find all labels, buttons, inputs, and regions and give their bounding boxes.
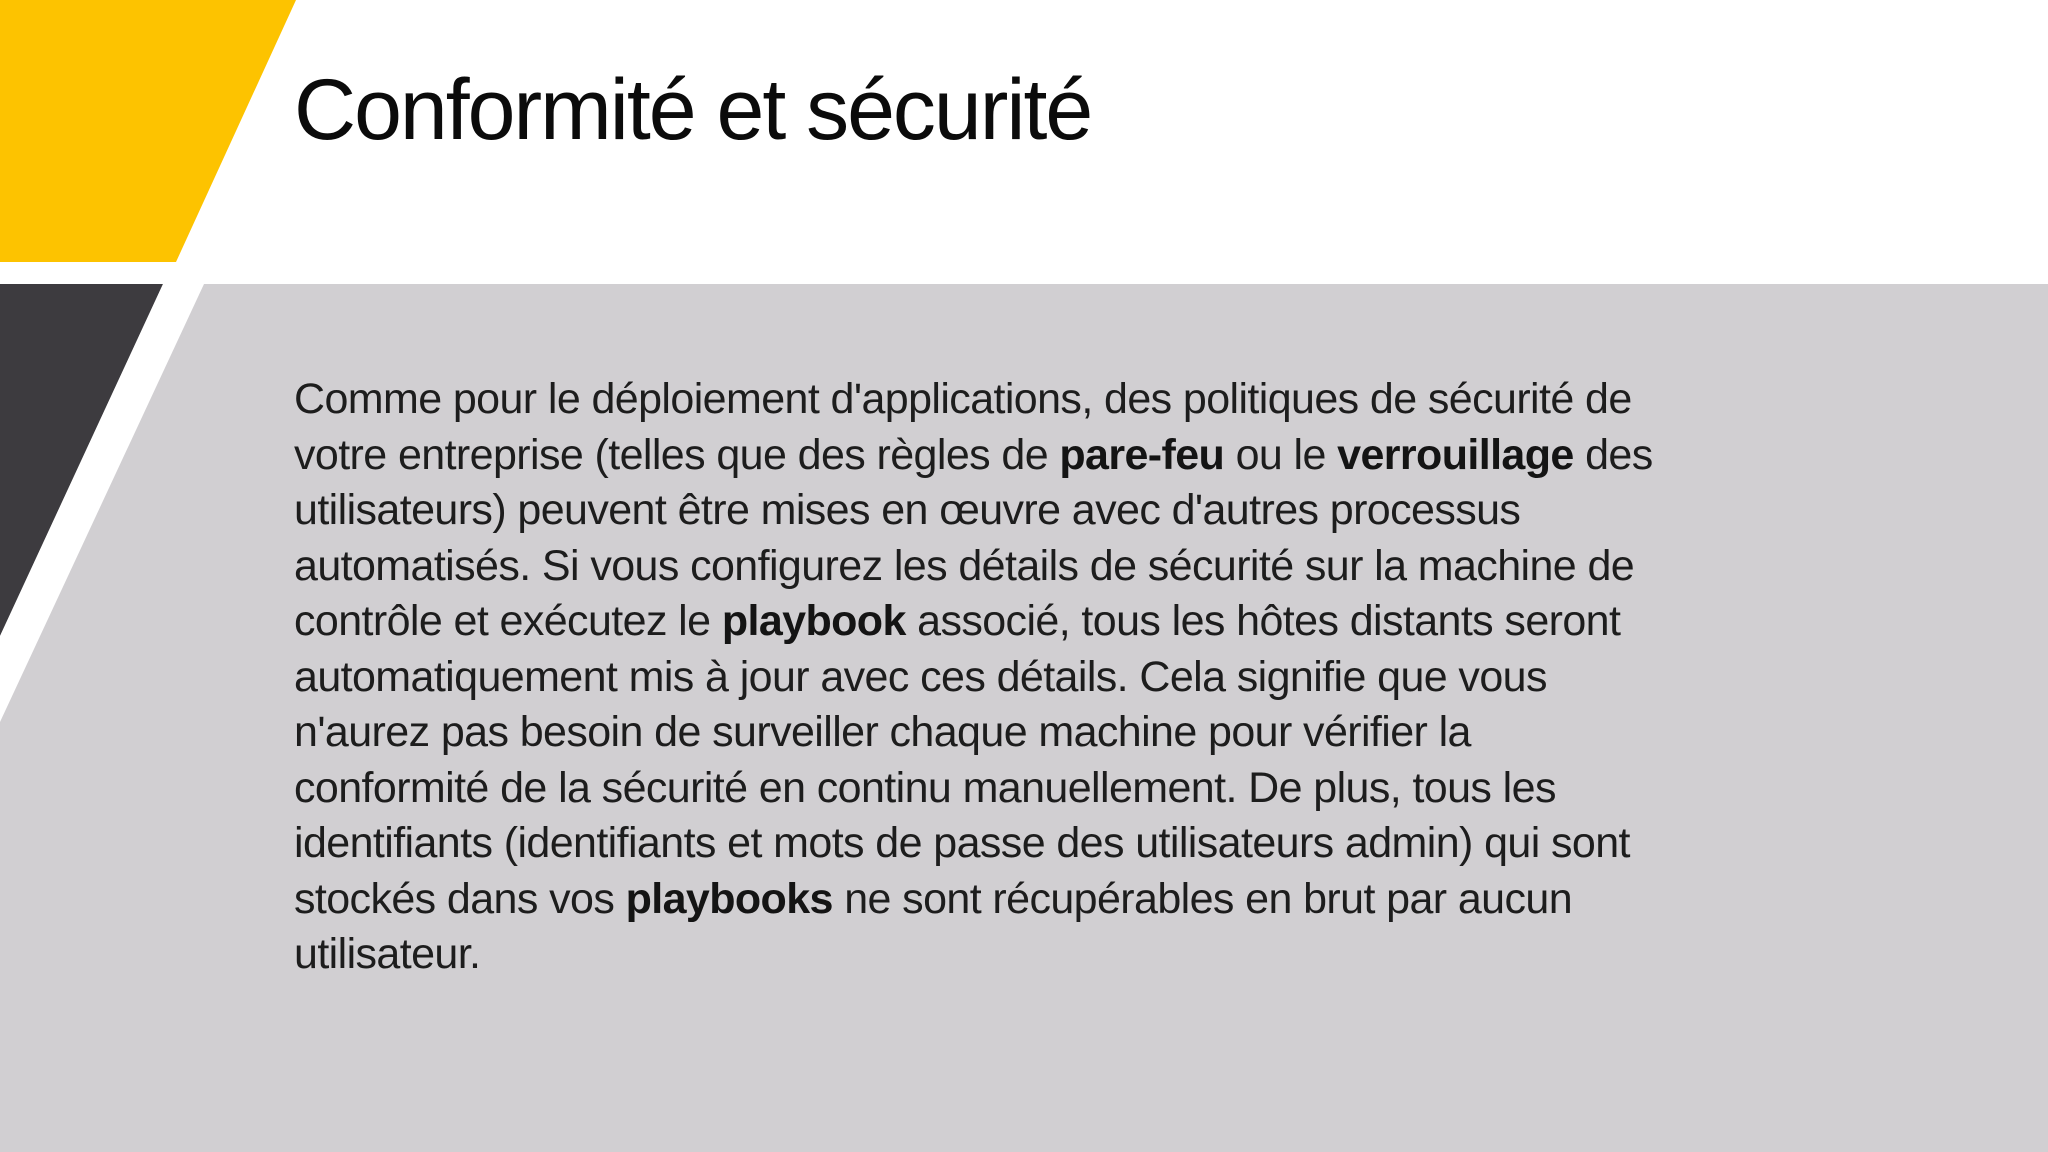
body-line-11: utilisateur. (294, 930, 481, 978)
keyword-pare-feu: pare-feu (1059, 430, 1225, 479)
keyword-verrouillage: verrouillage (1337, 430, 1574, 479)
slide-title: Conformité et sécurité (294, 62, 1092, 158)
body-line-3: utilisateurs) peuvent être mises en œuvre avec d'autres processus (294, 486, 1521, 534)
yellow-accent-shape (0, 0, 296, 262)
body-line-5: contrôle et exécutez le playbook associé, tous les hôtes distants seront (294, 597, 1621, 645)
body-line-8: conformité de la sécurité en continu manuellement. De plus, tous les (294, 763, 1556, 812)
body-line-4: automatisés. Si vous configurez les détails de sécurité sur la machine de (294, 541, 1635, 590)
body-line-10: stockés dans vos playbooks ne sont récupérables en brut par aucun (294, 874, 1573, 923)
keyword-playbook: playbook (721, 597, 906, 645)
body-line-1: Comme pour le déploiement d'applications, des politiques de sécurité de (294, 375, 1632, 423)
keyword-playbooks: playbooks (625, 874, 833, 923)
body-line-2: votre entreprise (telles que des règles de pare-feu ou le verrouillage des (294, 430, 1653, 479)
body-line-6: automatiquement mis à jour avec ces détails. Cela signifie que vous (294, 652, 1547, 701)
body-paragraph (294, 372, 1854, 983)
body-line-9: identifiants (identifiants et mots de passe des utilisateurs admin) qui sont (294, 819, 1630, 867)
body-line-7: n'aurez pas besoin de surveiller chaque machine pour vérifier la (294, 708, 1471, 756)
